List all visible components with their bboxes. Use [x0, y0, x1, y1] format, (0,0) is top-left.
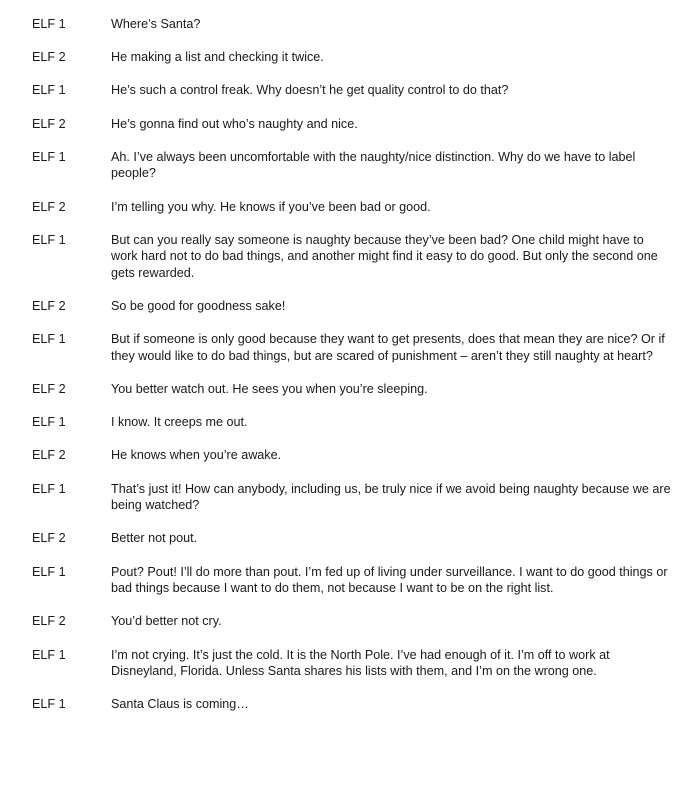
speaker-name: ELF 1	[32, 17, 66, 31]
dialogue-line	[0, 696, 693, 713]
speaker-name: ELF 1	[32, 83, 66, 98]
dialogue-text: Ah. I’ve always been uncomfortable with the naughty/nice distinction. Why do we have to label people?	[111, 149, 636, 181]
speaker-name: ELF 2	[32, 382, 66, 397]
dialogue-line	[0, 481, 693, 514]
dialogue-text: I’m telling you why. He knows if you’ve been bad or good.	[111, 199, 431, 214]
dialogue-line	[0, 447, 693, 464]
dialogue-text: But can you really say someone is naughty because they’ve been bad? One child might have to work hard not to do bad things, and another might find it easy to do good. But only the second one gets rewarded.	[111, 232, 658, 280]
dialogue-line	[0, 647, 693, 680]
dialogue-text: He making a list and checking it twice.	[111, 50, 324, 65]
dialogue-text: Better not pout.	[111, 531, 198, 546]
speaker-name: ELF 1	[32, 332, 66, 347]
speaker-name: ELF 2	[32, 116, 66, 131]
speaker-name: ELF 1	[32, 149, 66, 164]
dialogue-line	[0, 530, 693, 547]
dialogue-text: You’d better not cry.	[111, 614, 222, 629]
speaker-name: ELF 1	[32, 564, 66, 579]
dialogue-text: He’s gonna find out who’s naughty and nice.	[111, 116, 358, 131]
speaker-name: ELF 2	[32, 448, 66, 463]
speaker-name: ELF 2	[32, 199, 66, 214]
dialogue-line	[0, 613, 693, 630]
dialogue-line	[0, 298, 693, 315]
dialogue-line	[0, 414, 693, 431]
dialogue-text: Santa Claus is coming…	[111, 697, 249, 712]
dialogue-line	[0, 331, 693, 364]
speaker-name: ELF 1	[32, 481, 66, 496]
dialogue-line	[0, 199, 693, 216]
dialogue-line	[0, 149, 693, 182]
dialogue-text: Pout? Pout! I’ll do more than pout. I’m fed up of living under surveillance. I want to do good things or bad things because I want to do them, not because I want to be on the right list.	[111, 564, 668, 596]
speaker-name: ELF 1	[32, 232, 66, 247]
dialogue-line	[0, 232, 693, 282]
dialogue-text: I’m not crying. It’s just the cold. It is the North Pole. I’ve had enough of it. I’m off to work at Disneyland, Florida. Unless Santa shares his lists with them, and I’m on the wrong one.	[111, 647, 610, 679]
speaker-name: ELF 2	[32, 614, 66, 629]
dialogue-text: You better watch out. He sees you when you’re sleeping.	[111, 382, 428, 397]
dialogue-line	[0, 381, 693, 398]
dialogue-text: I know. It creeps me out.	[111, 415, 248, 430]
speaker-name: ELF 1	[32, 415, 66, 430]
speaker-name: ELF 2	[32, 531, 66, 546]
speaker-name: ELF 2	[32, 50, 66, 65]
speaker-name: ELF 2	[32, 299, 66, 314]
dialogue-line	[0, 564, 693, 597]
speaker-name: ELF 1	[32, 647, 66, 662]
dialogue-text: So be good for goodness sake!	[111, 299, 286, 314]
dialogue-text: He’s such a control freak. Why doesn’t he get quality control to do that?	[111, 83, 509, 98]
dialogue-text: But if someone is only good because they want to get presents, does that mean they are nice? Or if they would like to do bad things, but are scared of punishment – aren’t they still naughty at heart?	[111, 332, 665, 363]
dialogue-text: Where’s Santa?	[111, 17, 201, 31]
dialogue-text: He knows when you’re awake.	[111, 448, 282, 463]
dialogue-line	[0, 116, 693, 133]
dialogue-line	[0, 49, 693, 66]
dialogue-line	[0, 82, 693, 99]
dialogue-line	[0, 16, 693, 33]
speaker-name: ELF 1	[32, 697, 66, 712]
dialogue-text: That’s just it! How can anybody, including us, be truly nice if we avoid being naughty because we are being watched?	[111, 481, 671, 513]
